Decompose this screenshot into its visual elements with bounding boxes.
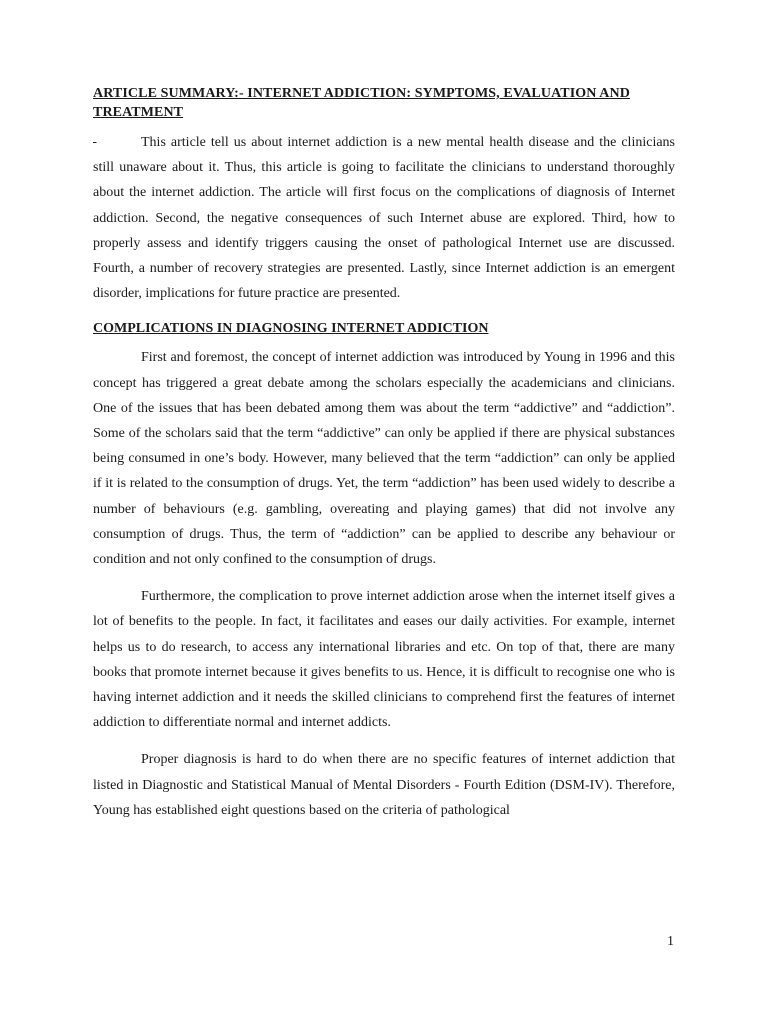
document-body [93,84,675,823]
document-title: ARTICLE SUMMARY:- INTERNET ADDICTION: SYMPTOMS, EVALUATION AND TREATMENT [93,86,630,120]
page-number: 1 [667,934,674,949]
intro-paragraph-wrapper [93,130,675,306]
body-paragraph-3: Proper diagnosis is hard to do when there are no specific features of internet addiction that listed in Diagnostic and Statistical Manual of Mental Disorders - Fourth Edition (DSM-IV). Therefore, Young has established eight questions based on the criteria of pathological [93,752,675,818]
intro-paragraph: This article tell us about internet addiction is a new mental health disease and the clinicians still unaware about it. Thus, this article is going to facilitate the clinicians to understand thoroughly about the internet addiction. The article will first focus on the complications of diagnosis of Internet addiction. Second, the negative consequences of such Internet abuse are explored. Third, how to properly assess and identify triggers causing the onset of pathological Internet use are discussed. Fourth, a number of recovery strategies are presented. Lastly, since Internet addiction is an emergent disorder, implications for future practice are presented. [93,135,675,302]
body-paragraph-2: Furthermore, the complication to prove internet addiction arose when the internet itself gives a lot of benefits to the people. In fact, it facilitates and eases our daily activities. For example, internet helps us to do research, to access any international libraries and etc. On top of that, there are many books that promote internet because it gives benefits to us. Hence, it is difficult to recognise one who is having internet addiction and it needs the skilled clinicians to comprehend first the features of internet addiction to differentiate normal and internet addicts. [93,589,675,731]
section-heading: COMPLICATIONS IN DIAGNOSING INTERNET ADDICTION [93,321,489,337]
body-paragraph-1: First and foremost, the concept of internet addiction was introduced by Young in 1996 and this concept has triggered a great debate among the scholars especially the academicians and clinicians. One of the issues that has been debated among them was about the term “addictive” and “addiction”. Some of the scholars said that the term “addictive” can only be applied if there are physical substances being consumed in one’s body. However, many believed that the term “addiction” can only be applied if it is related to the consumption of drugs. Yet, the term “addiction” has been used widely to describe a number of behaviours (e.g. gambling, overeating and playing games) that did not involve any consumption of drugs. Thus, the term of “addiction” can be applied to describe any behaviour or condition and not only confined to the consumption of drugs. [93,350,675,568]
underline-marker [93,130,97,146]
